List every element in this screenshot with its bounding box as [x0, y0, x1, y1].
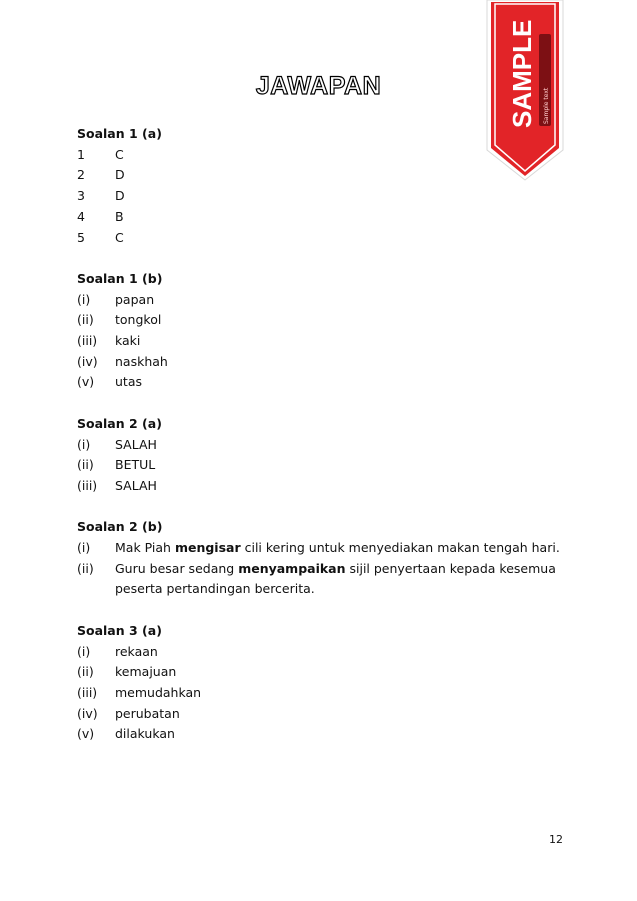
answer-sentence — [115, 538, 577, 559]
answer-number: (i) — [77, 291, 91, 307]
answer-number: (i) — [77, 643, 91, 659]
answer-row — [77, 165, 577, 186]
answer-text: C — [115, 229, 124, 245]
section-title: Soalan 1 (a) — [77, 126, 162, 141]
answer-number: (iii) — [77, 333, 98, 349]
answer-number: (ii) — [77, 560, 94, 576]
answer-row — [77, 352, 577, 373]
answer-number: (iii) — [77, 684, 98, 700]
answer-text: B — [115, 208, 124, 224]
section-soalan-2b — [77, 517, 577, 600]
answer-number: 3 — [77, 188, 85, 204]
answer-row — [77, 662, 577, 683]
sentence-start: Guru besar sedang — [115, 560, 239, 576]
highlighted-word: menyampaikan — [238, 560, 346, 576]
answer-row — [77, 331, 577, 352]
answer-text: dilakukan — [115, 726, 175, 742]
section-title: Soalan 1 (b) — [77, 270, 163, 286]
answer-text: naskhah — [115, 353, 168, 369]
answer-text: kemajuan — [115, 664, 177, 680]
answer-text: tongkol — [115, 312, 162, 328]
answer-text: rekaan — [115, 643, 158, 659]
answer-text: D — [115, 167, 125, 183]
answer-row — [77, 290, 577, 311]
answer-number: (v) — [77, 726, 95, 742]
section-soalan-1a — [77, 124, 577, 248]
sentence-end: cili kering untuk menyediakan makan tengah hari. — [240, 540, 560, 556]
answer-number: 4 — [77, 208, 85, 224]
badge-small-text: Sample text — [543, 87, 550, 124]
answer-row — [77, 207, 577, 228]
answer-text: C — [115, 146, 124, 162]
answer-row — [77, 145, 577, 166]
section-soalan-1b — [77, 269, 577, 393]
answer-row — [77, 455, 577, 476]
answer-text: memudahkan — [115, 684, 202, 700]
answer-number: (ii) — [77, 664, 94, 680]
section-title: Soalan 2 (a) — [77, 415, 162, 431]
section-soalan-3a — [77, 621, 577, 745]
section-title: Soalan 2 (b) — [77, 519, 163, 535]
answer-number: (ii) — [77, 457, 94, 473]
answer-row — [77, 559, 577, 600]
answer-number: (iv) — [77, 705, 98, 721]
answer-number: 2 — [77, 167, 85, 183]
answer-number: 5 — [77, 229, 85, 245]
answer-text: SALAH — [115, 436, 157, 452]
answer-number: 1 — [77, 146, 85, 162]
answer-row — [77, 476, 577, 497]
answer-row — [77, 310, 577, 331]
answer-text: SALAH — [115, 477, 157, 493]
sentence-start: Mak Piah — [115, 540, 175, 556]
answer-number: (v) — [77, 374, 95, 390]
page-title: JAWAPAN — [255, 72, 382, 100]
answer-number: (iii) — [77, 477, 98, 493]
answer-row — [77, 435, 577, 456]
answer-content — [77, 124, 577, 766]
answer-text: perubatan — [115, 705, 180, 721]
answer-number: (ii) — [77, 312, 94, 328]
page-number: 12 — [549, 833, 563, 846]
answer-row — [77, 683, 577, 704]
answer-text: kaki — [115, 333, 141, 349]
answer-text: papan — [115, 291, 155, 307]
answer-text: utas — [115, 374, 142, 390]
answer-text: D — [115, 188, 125, 204]
section-soalan-2a — [77, 414, 577, 497]
section-title: Soalan 3 (a) — [77, 622, 162, 638]
answer-number: (i) — [77, 436, 91, 452]
answer-row — [77, 642, 577, 663]
answer-text: BETUL — [115, 457, 156, 473]
sentence-end: sijil penyertaan kepada kesemua peserta pertandingan bercerita. — [115, 560, 556, 597]
answer-row — [77, 186, 577, 207]
answer-number: (i) — [77, 540, 91, 556]
answer-row — [77, 228, 577, 249]
answer-number: (iv) — [77, 353, 98, 369]
highlighted-word: mengisar — [174, 540, 241, 556]
answer-row — [77, 724, 577, 745]
badge-label: SAMPLE — [507, 19, 537, 128]
answer-row — [77, 538, 577, 559]
answer-sentence — [115, 559, 577, 600]
answer-row — [77, 372, 577, 393]
answer-row — [77, 704, 577, 725]
